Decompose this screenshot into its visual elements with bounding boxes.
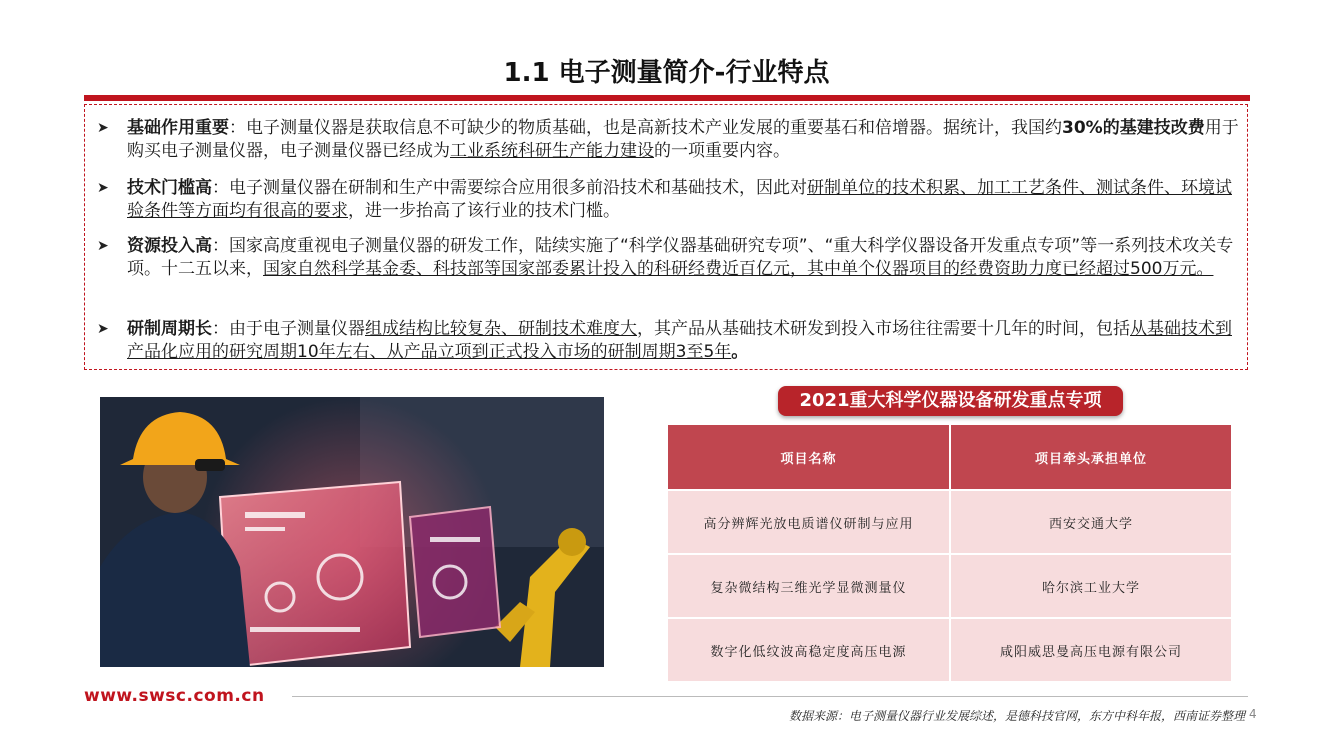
footer-website-link[interactable]: www.swsc.com.cn bbox=[84, 686, 265, 706]
arrow-bullet-icon: ➤ bbox=[97, 321, 109, 337]
engineer-ar-interface-photo bbox=[100, 397, 604, 667]
point-item bbox=[97, 117, 1239, 163]
data-source-note: 数据来源：电子测量仪器行业发展综述，是德科技官网，东方中科年报，西南证券整理 bbox=[788, 709, 1245, 723]
key-projects-table bbox=[668, 425, 1233, 681]
lead-unit-cell: 咸阳威思曼高压电源有限公司 bbox=[950, 618, 1232, 681]
column-header-lead-unit: 项目牵头承担单位 bbox=[950, 425, 1232, 490]
point-text-run: ：电子测量仪器是获取信息不可缺少的物质基础，也是高新技术产业发展的重要基石和倍增器。据统计，我国约 bbox=[229, 118, 1062, 138]
table-title-badge: 2021重大科学仪器设备研发重点专项 bbox=[778, 386, 1123, 416]
key-points-box bbox=[84, 104, 1248, 370]
point-text-run: 的一项重要内容。 bbox=[654, 141, 790, 161]
footer-divider bbox=[292, 696, 1248, 697]
point-text bbox=[127, 177, 1239, 223]
arrow-bullet-icon: ➤ bbox=[97, 120, 109, 136]
lead-unit-cell: 西安交通大学 bbox=[950, 490, 1232, 554]
point-bold-run: 研制周期长 bbox=[127, 319, 212, 339]
point-text-run: ，其产品从基础技术研发到投入市场往往需要十几年的时间，包括 bbox=[637, 319, 1130, 339]
point-text-run: ：由于电子测量仪器 bbox=[212, 319, 365, 339]
point-bold-run: 技术门槛高 bbox=[127, 178, 212, 198]
table-row bbox=[668, 554, 1232, 618]
point-item bbox=[97, 235, 1239, 281]
table-row bbox=[668, 490, 1232, 554]
point-bold-run: 30%的基建技改费 bbox=[1062, 118, 1205, 138]
table-row bbox=[668, 618, 1232, 681]
page-number: 4 bbox=[1249, 707, 1257, 721]
arrow-bullet-icon: ➤ bbox=[97, 180, 109, 196]
point-text bbox=[127, 318, 1239, 364]
point-item bbox=[97, 318, 1239, 364]
point-underlined-run: 国家自然科学基金委、科技部等国家部委累计投入的科研经费近百亿元，其中单个仪器项目的经费资助力度已经超过500万元。 bbox=[263, 259, 1214, 279]
table-header-row bbox=[668, 425, 1232, 490]
point-text-run: 用于购买电子测量仪器，电子测量仪器已经成为 bbox=[127, 118, 1239, 161]
point-bold-run: 资源投入高 bbox=[127, 236, 212, 256]
point-underlined-run: 从基础技术到产品化应用的研究周期10年左右、从产品立项到正式投入市场的研制周期3至5年 bbox=[127, 319, 1232, 362]
point-text bbox=[127, 235, 1239, 281]
lead-unit-cell: 哈尔滨工业大学 bbox=[950, 554, 1232, 618]
point-text-run: ，进一步抬高了该行业的技术门槛。 bbox=[348, 201, 620, 221]
point-text bbox=[127, 117, 1239, 163]
point-bold-run: 基础作用重要 bbox=[127, 118, 229, 138]
point-text-run: ：国家高度重视电子测量仪器的研发工作，陆续实施了“科学仪器基础研究专项”、“重大科学仪器设备开发重点专项”等一系列技术攻关专项。十二五以来， bbox=[127, 236, 1234, 279]
arrow-bullet-icon: ➤ bbox=[97, 238, 109, 254]
point-underlined-run: 研制单位的技术积累、加工工艺条件、测试条件、环境试验条件等方面均有很高的要求 bbox=[127, 178, 1232, 221]
point-bold-run: 。 bbox=[731, 342, 749, 362]
title-divider-bar bbox=[84, 95, 1250, 101]
project-name-cell: 数字化低纹波高稳定度高压电源 bbox=[668, 618, 950, 681]
project-name-cell: 高分辨辉光放电质谱仪研制与应用 bbox=[668, 490, 950, 554]
point-item bbox=[97, 177, 1239, 223]
point-underlined-run: 工业系统科研生产能力建设 bbox=[450, 141, 654, 161]
point-text-run: ：电子测量仪器在研制和生产中需要综合应用很多前沿技术和基础技术，因此对 bbox=[212, 178, 807, 198]
point-underlined-run: 组成结构比较复杂、研制技术难度大 bbox=[365, 319, 637, 339]
slide-title: 1.1 电子测量简介-行业特点 bbox=[503, 58, 830, 88]
column-header-project-name: 项目名称 bbox=[668, 425, 950, 490]
project-name-cell: 复杂微结构三维光学显微测量仪 bbox=[668, 554, 950, 618]
